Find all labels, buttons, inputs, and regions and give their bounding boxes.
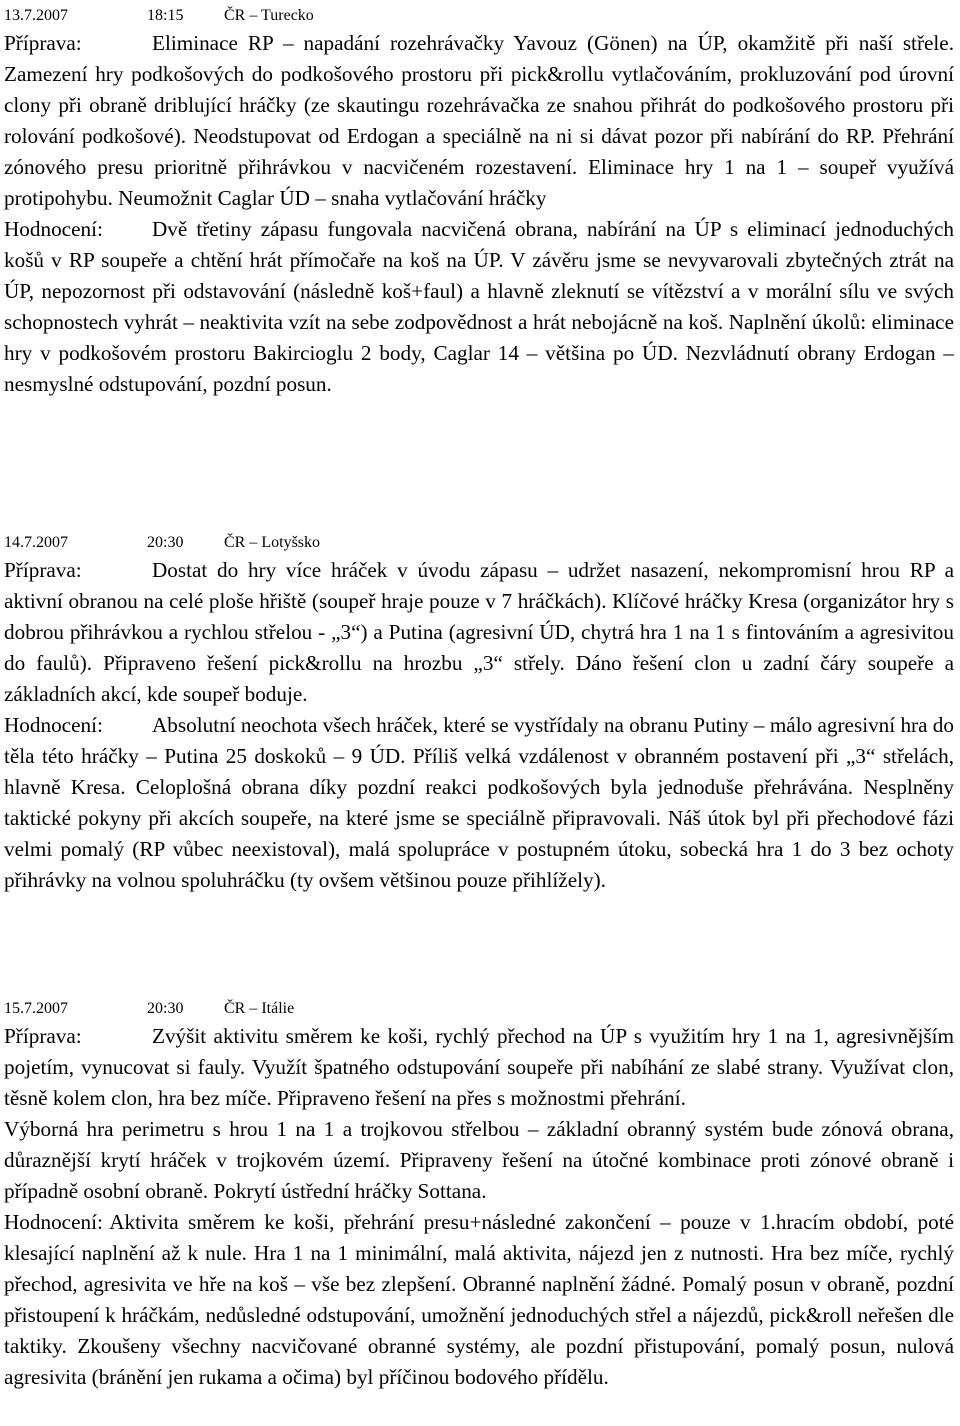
match-header <box>4 999 954 1021</box>
preparation-label: Příprava: <box>4 558 82 582</box>
match-time: 18:15 <box>147 7 184 24</box>
match-date: 13.7.2007 <box>4 7 68 24</box>
match-time: 20:30 <box>147 1000 184 1017</box>
evaluation-text: Absolutní neochota všech hráček, které se vystřídaly na obranu Putiny – málo agresivní hra do těla této hráčky – Putina 25 doskoků – 9 ÚD. Příliš velká vzdálenost v obranném postavení při „3“ střelách, hlavně Kresa. Celoplošná obrana díky pozdní reakci podkošových byla jednoduše přehrávána. Nesplněny taktické pokyny při akcích soupeře, na které jsme se speciálně připravovali. Náš útok byl při přechodové fázi velmi pomalý (RP vůbec neexistoval), malá spolupráce v postupném útoku, sobecká hra 1 do 3 bez ochoty přihrávky na volnou spoluhráčku (ty ovšem většinou pouze přihlížely). <box>4 713 954 892</box>
preparation-text: Zvýšit aktivitu směrem ke koši, rychlý přechod na ÚP s využitím hry 1 na 1, agresivnějším pojetím, vynucovat si fauly. Využít špatného odstupování soupeře při nabíhání ze slabé strany. Využívat clon, těsně kolem clon, hra bez míče. Připraveno řešení na přes s možnostmi přehrání. <box>4 1024 954 1110</box>
evaluation-label: Hodnocení: <box>4 713 103 737</box>
preparation-paragraph <box>4 1021 954 1114</box>
preparation-text: Eliminace RP – napadání rozehrávačky Yavouz (Gönen) na ÚP, okamžitě při naší střele. Zamezení hry podkošových do podkošového prostoru při pick&rollu vytlačováním, prokluzování pod úrovní clony při obraně driblující hráčky (ze skautingu rozehrávačka ze snahou přihrát do podkošového prostoru při rolování podkošové). Neodstupovat od Erdogan a speciálně na ni si dávat pozor při nabírání do RP. Přehrání zónového presu prioritně přihrávkou v nacvičeném rozestavení. Eliminace hry 1 na 1 – soupeř využívá protipohybu. Neumožnit Caglar ÚD – snaha vytlačování hráčky <box>4 31 954 210</box>
match-entry <box>4 999 954 1393</box>
evaluation-text: Dvě třetiny zápasu fungovala nacvičená obrana, nabírání na ÚP s eliminací jednoduchých košů v RP soupeře a chtění hrát přímočaře na koš na ÚP. V závěru jsme se nevyvarovali zbytečných ztrát na ÚP, nepozornost při odstavování (následně koš+faul) a hlavně zleknutí se vítězství a v morální sílu ve svých schopnostech vyhrát – neaktivita vzít na sebe zodpovědnost a hrát nebojácně na koš. Naplnění úkolů: eliminace hry v podkošovém prostoru Bakircioglu 2 body, Caglar 14 – většina po ÚD. Nezvládnutí obrany Erdogan – nesmyslné odstupování, pozdní posun. <box>4 217 954 396</box>
match-opponent: ČR – Lotyšsko <box>224 534 321 551</box>
match-entry <box>4 533 954 896</box>
evaluation-paragraph <box>4 1207 954 1393</box>
preparation-paragraph <box>4 555 954 710</box>
match-entry <box>4 6 954 400</box>
evaluation-text: Aktivita směrem ke koši, přehrání presu+následné zakončení – pouze v 1.hracím období, poté klesající naplnění až k nule. Hra 1 na 1 minimální, malá aktivita, nájezd jen z nutnosti. Hra bez míče, rychlý přechod, agresivita ve hře na koš – vše bez zlepšení. Obranné naplnění žádné. Pomalý posun v obraně, pozdní přistoupení k hráčkám, nedůsledné odstupování, umožnění jednoduchých střel a nájezdů, pick&roll neřešen dle taktiky. Zkoušeny všechny nacvičované obranné systémy, ale pozdní přistupování, pomalý posun, nulová agresivita (bránění jen rukama a očima) byl příčinou bodového přídělu. <box>4 1210 954 1389</box>
preparation-label: Příprava: <box>4 31 82 55</box>
evaluation-paragraph <box>4 214 954 400</box>
match-header <box>4 533 954 555</box>
preparation-label: Příprava: <box>4 1024 82 1048</box>
match-opponent: ČR – Turecko <box>224 7 314 24</box>
extra-paragraph: Výborná hra perimetru s hrou 1 na 1 a trojkovou střelbou – základní obranný systém bude zónová obrana, důraznější krytí hráček v trojkovém území. Připraveny řešení na útočné kombinace proti zónové obraně i případně osobní obraně. Pokrytí ústřední hráčky Sottana. <box>4 1117 954 1203</box>
evaluation-paragraph <box>4 710 954 896</box>
evaluation-label: Hodnocení: <box>4 1210 103 1234</box>
match-header <box>4 6 954 28</box>
match-date: 14.7.2007 <box>4 534 68 551</box>
evaluation-label: Hodnocení: <box>4 217 103 241</box>
preparation-text: Dostat do hry více hráček v úvodu zápasu – udržet nasazení, nekompromisní hrou RP a aktivní obranou na celé ploše hřiště (soupeř hraje pouze v 7 hráčkách). Klíčové hráčky Kresa (organizátor hry s dobrou přihrávkou a rychlou střelou - „3“) a Putina (agresivní ÚD, chytrá hra 1 na 1 s fintováním a agresivitou do faulů). Připraveno řešení pick&rollu na hrozbu „3“ střely. Dáno řešení clon u zadní čáry soupeře a základních akcí, kde soupeř boduje. <box>4 558 954 706</box>
preparation-paragraph <box>4 28 954 214</box>
match-date: 15.7.2007 <box>4 1000 68 1017</box>
match-time: 20:30 <box>147 534 184 551</box>
match-opponent: ČR – Itálie <box>224 1000 295 1017</box>
